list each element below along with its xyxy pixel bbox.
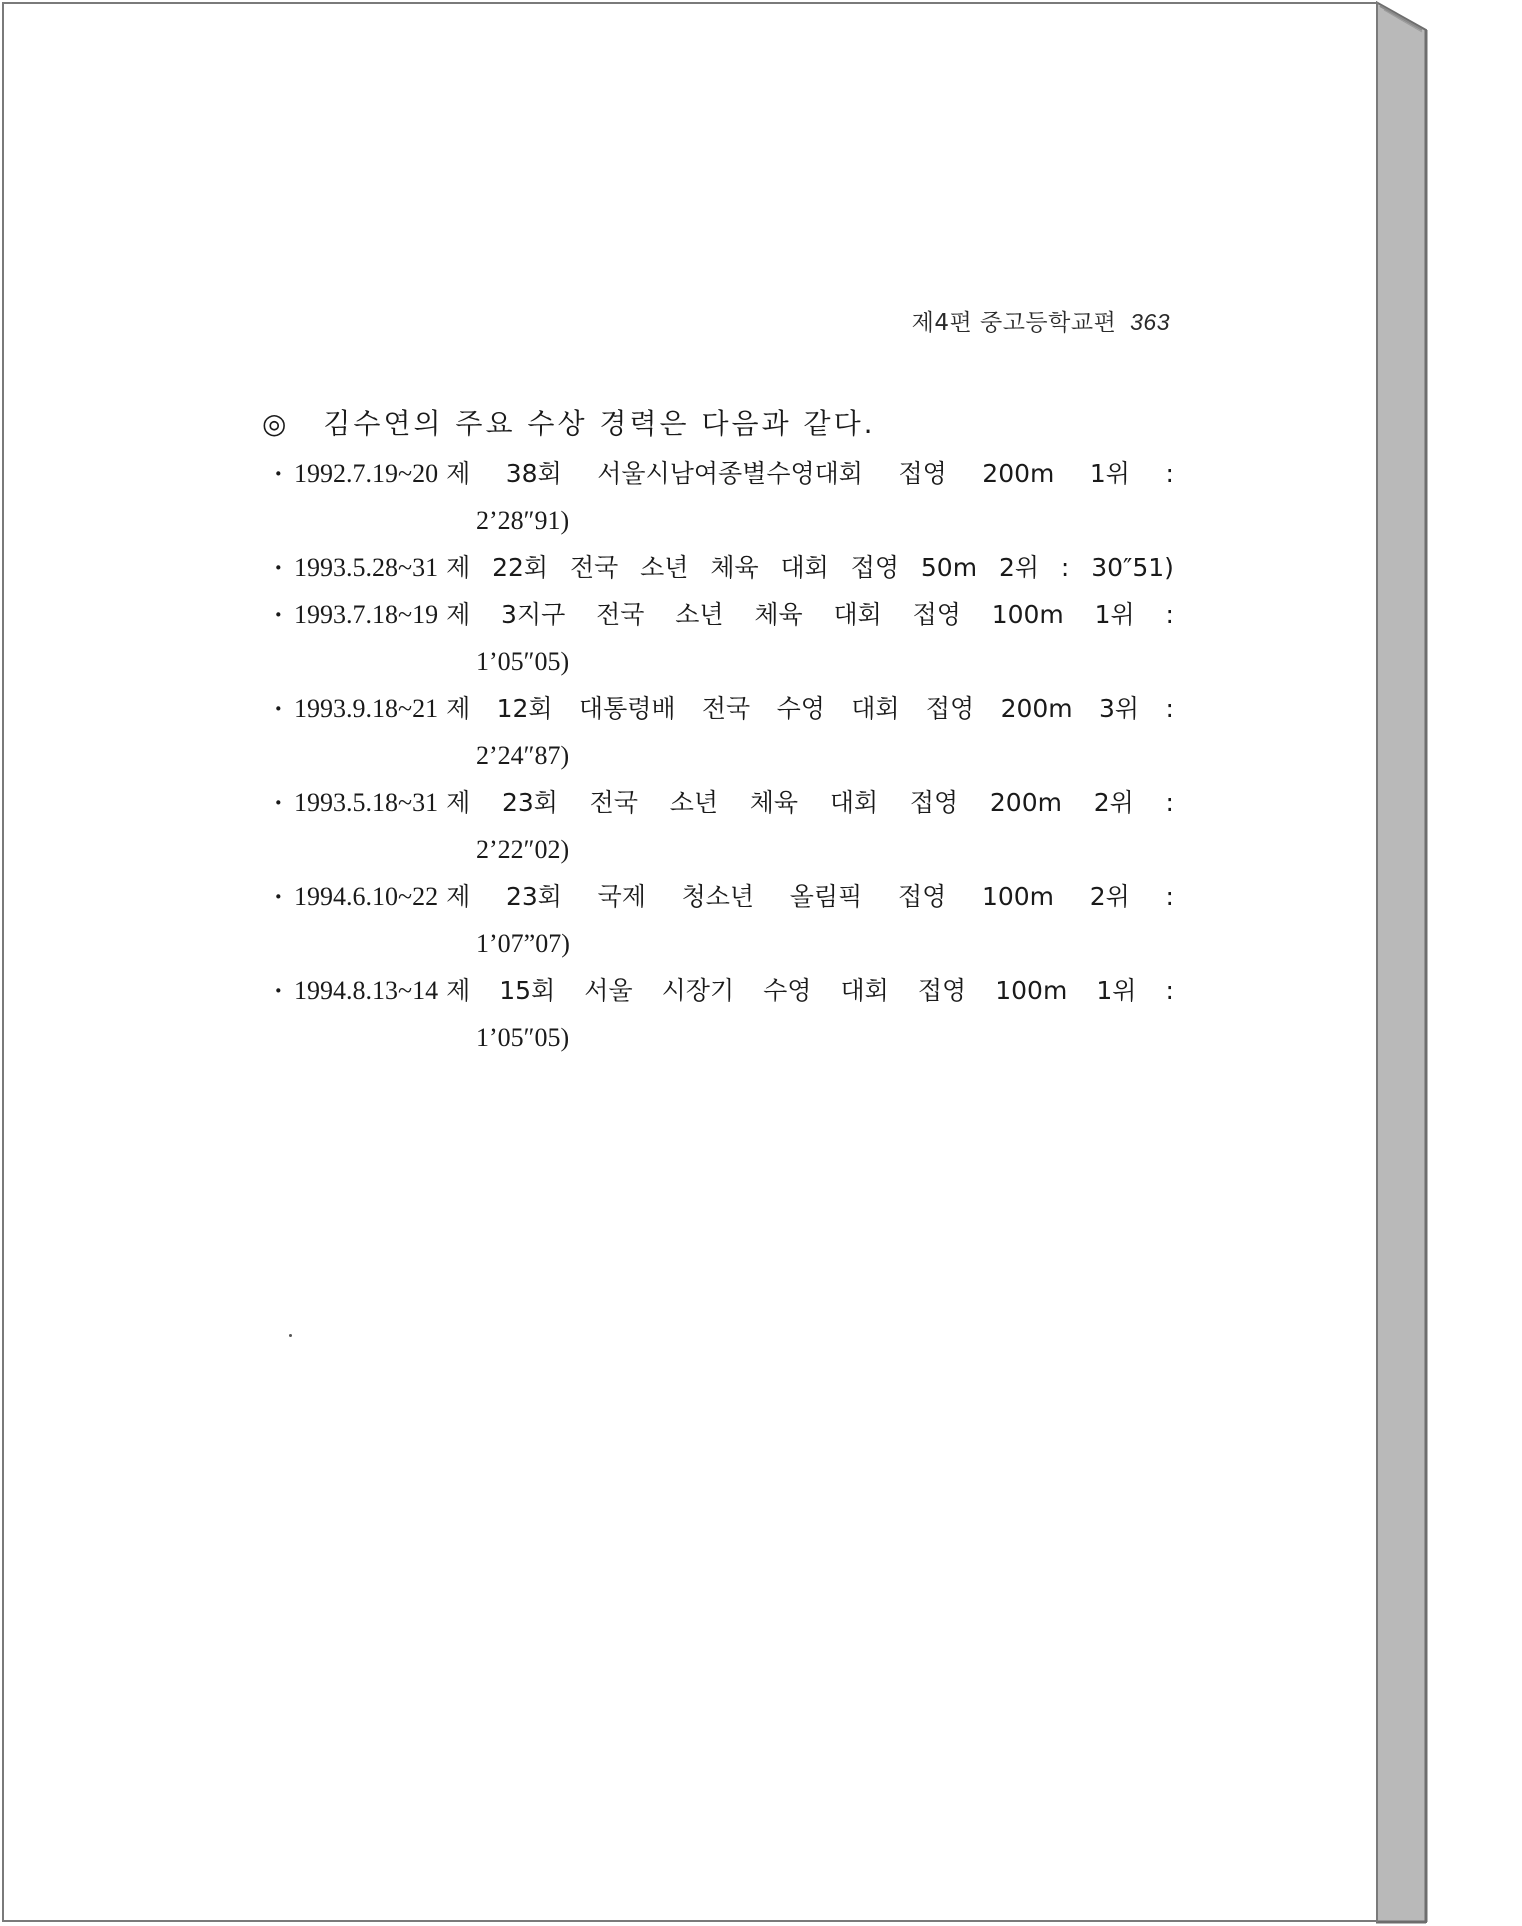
award-record: 1’05″05)	[476, 1023, 570, 1052]
award-word: 2위	[1089, 882, 1130, 911]
award-word: 소년	[669, 788, 719, 817]
award-word: 38회	[505, 459, 562, 488]
award-word: 서울시남여종별수영대회	[597, 459, 863, 488]
award-event	[446, 873, 1174, 920]
award-word: 2위	[998, 553, 1039, 582]
award-word: 수영	[776, 694, 825, 723]
award-word: :	[1165, 882, 1174, 911]
award-item	[274, 685, 1174, 779]
award-item	[274, 591, 1174, 685]
award-word: 접영	[909, 788, 959, 817]
running-head	[912, 304, 1170, 337]
award-item	[274, 450, 1174, 544]
award-word: 전국	[569, 553, 619, 582]
award-word: 국제	[597, 882, 646, 911]
award-word: 접영	[897, 882, 947, 911]
award-word: 대회	[833, 600, 882, 629]
award-item	[274, 779, 1174, 873]
award-word: 30″51)	[1091, 553, 1174, 582]
award-word: 12회	[496, 694, 553, 723]
award-word: 올림픽	[789, 882, 863, 911]
award-word: 접영	[912, 600, 961, 629]
award-word: 제	[446, 553, 471, 582]
award-record: 2’24″87)	[476, 741, 570, 770]
bullet: ·	[274, 976, 283, 1005]
award-word: 접영	[850, 553, 900, 582]
award-word: 대회	[829, 788, 879, 817]
award-word: 200m	[982, 459, 1055, 488]
award-word: 23회	[505, 882, 562, 911]
award-word: 대회	[780, 553, 829, 582]
award-word: 1위	[1096, 976, 1137, 1005]
bullet: ·	[274, 553, 283, 582]
award-word: 200m	[989, 788, 1062, 817]
award-word: 15회	[499, 976, 556, 1005]
award-word: 2위	[1093, 788, 1134, 817]
award-word: 서울	[584, 976, 633, 1005]
document-page	[2, 2, 1378, 1922]
award-word: 접영	[898, 459, 947, 488]
award-word: 100m	[995, 976, 1068, 1005]
bullet: ·	[274, 459, 283, 488]
intro-line	[262, 402, 876, 442]
award-word: 3위	[1099, 694, 1140, 723]
award-word: 23회	[501, 788, 558, 817]
award-date: 1993.5.18~31	[294, 788, 439, 817]
award-item	[274, 873, 1174, 967]
award-date: 1992.7.19~20	[294, 459, 439, 488]
award-record: 2’28″91)	[476, 506, 570, 535]
intro-text: 김수연의 주요 수상 경력은 다음과 같다.	[323, 407, 876, 440]
award-date: 1993.5.28~31	[294, 553, 439, 582]
award-word: 소년	[675, 600, 724, 629]
award-event	[446, 450, 1174, 497]
award-word: 대회	[840, 976, 889, 1005]
award-item	[274, 544, 1174, 591]
award-word: 50m	[920, 553, 978, 582]
award-word: 시장기	[661, 976, 735, 1005]
award-word: 제	[446, 459, 471, 488]
award-event	[446, 544, 1174, 591]
award-word: 제	[446, 694, 471, 723]
award-word: :	[1165, 788, 1174, 817]
award-word: 접영	[917, 976, 967, 1005]
award-word: 3지구	[501, 600, 566, 629]
award-word: :	[1165, 976, 1174, 1005]
award-word: 접영	[925, 694, 975, 723]
award-word: 22회	[492, 553, 549, 582]
award-event	[446, 967, 1174, 1014]
bullet: ·	[274, 600, 283, 629]
award-event	[446, 779, 1174, 826]
award-word: 1위	[1089, 459, 1130, 488]
page-stack-graphic	[1376, 0, 1432, 1926]
award-date: 1993.7.18~19	[294, 600, 439, 629]
award-word: 제	[446, 882, 471, 911]
award-date: 1994.8.13~14	[294, 976, 439, 1005]
running-head-label: 제4편 중고등학교편	[911, 310, 1117, 336]
award-word: 소년	[640, 553, 689, 582]
stray-mark	[289, 1334, 292, 1337]
award-word: 제	[446, 788, 471, 817]
award-date: 1994.6.10~22	[294, 882, 439, 911]
award-word: 1위	[1094, 600, 1135, 629]
award-word: :	[1165, 459, 1174, 488]
award-word: :	[1165, 600, 1174, 629]
award-item	[274, 967, 1174, 1061]
award-word: 전국	[596, 600, 645, 629]
award-record: 1’07”07)	[476, 929, 570, 958]
award-word: 청소년	[681, 882, 755, 911]
award-word: 전국	[701, 694, 751, 723]
award-word: 200m	[1000, 694, 1073, 723]
double-circle-mark: ◎	[262, 407, 290, 440]
award-word: :	[1060, 553, 1070, 582]
award-word: :	[1165, 694, 1174, 723]
award-event	[446, 591, 1174, 638]
award-record: 1’05″05)	[476, 647, 570, 676]
award-word: 체육	[749, 788, 799, 817]
award-word: 체육	[710, 553, 759, 582]
award-date: 1993.9.18~21	[294, 694, 439, 723]
award-word: 수영	[763, 976, 812, 1005]
page-stack-edge	[1376, 0, 1432, 1926]
bullet: ·	[274, 694, 283, 723]
award-word: 대통령배	[578, 694, 676, 723]
award-word: 100m	[981, 882, 1055, 911]
award-word: 대회	[851, 694, 900, 723]
award-word: 100m	[991, 600, 1064, 629]
award-event	[446, 685, 1174, 732]
award-word: 전국	[589, 788, 638, 817]
bullet: ·	[274, 882, 283, 911]
award-record: 2’22″02)	[476, 835, 570, 864]
award-word: 제	[446, 976, 471, 1005]
bullet: ·	[274, 788, 283, 817]
awards-list	[274, 450, 1174, 1061]
award-word: 체육	[754, 600, 803, 629]
award-word: 제	[446, 600, 471, 629]
page-content	[4, 4, 1380, 1924]
page-number: 363	[1130, 309, 1170, 335]
